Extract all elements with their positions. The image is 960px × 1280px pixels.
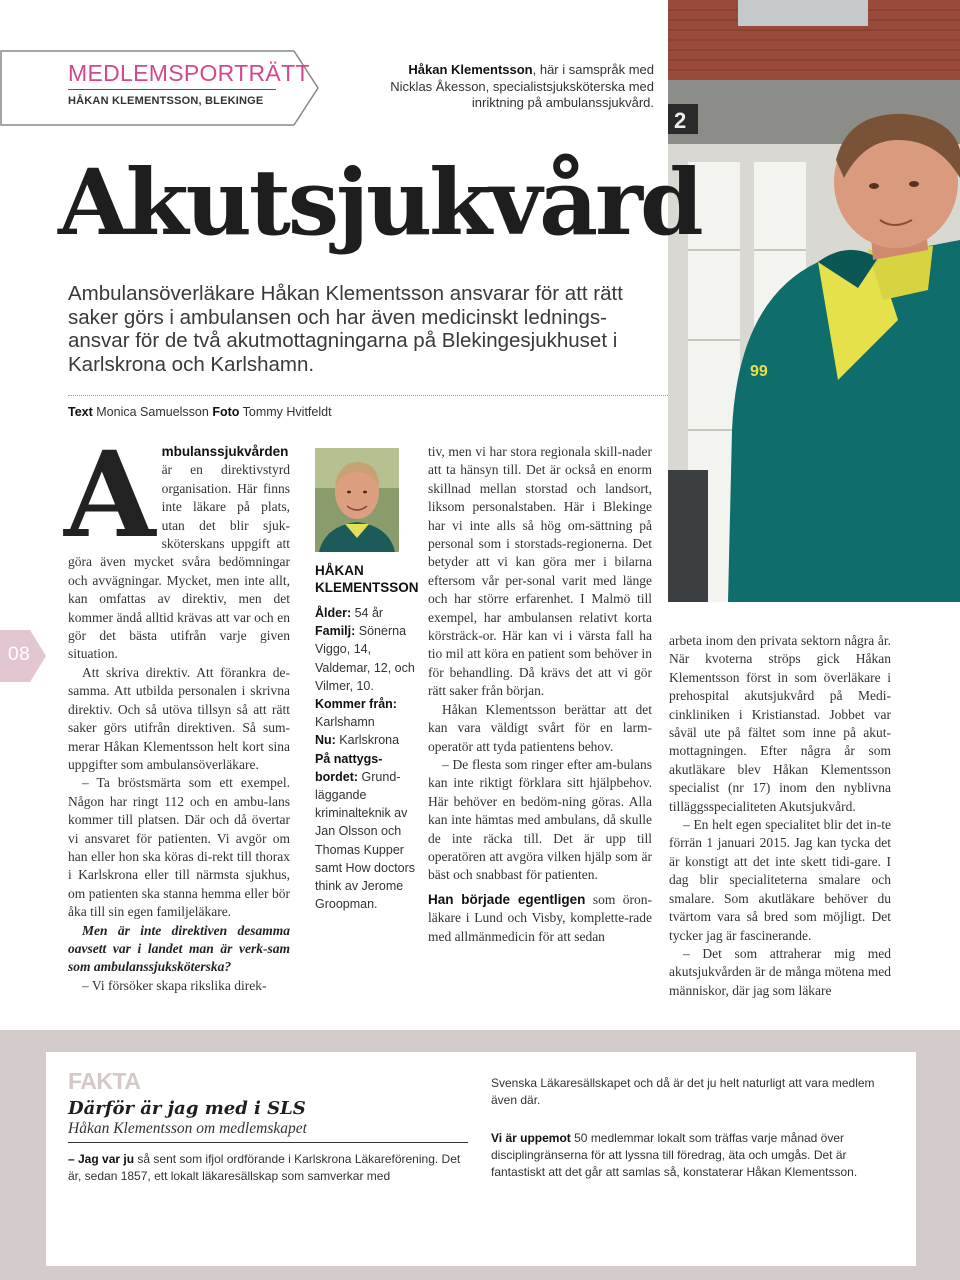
profile-now-value: Karlskrona [335, 733, 400, 748]
section-divider [68, 89, 276, 90]
facts-divider [68, 1142, 468, 1143]
col3-paragraph-4: som öron-läkare i Lund och Visby, komplette-rade med allmänmedicin för att sedan [428, 891, 652, 944]
profile-portrait [315, 448, 399, 552]
facts-p1-text: så sent som ifjol ordförande i Karlskrona Läkareförening. Det är, sedan 1857, ett lokalt läkaresällskap som samverkar med [68, 1152, 461, 1183]
section-title: MEDLEMSPORTRÄTT [68, 60, 310, 86]
caption-name: Håkan Klementsson [408, 62, 533, 77]
facts-subheadline: Håkan Klementsson om medlemskapet [68, 1120, 307, 1137]
profile-box [315, 562, 419, 913]
col3-paragraph-3: – De flesta som ringer efter am-bulans kan inte riktigt förklara sitt hjälpbehov. Här behöver en bedöm-ning göras. Alla kan inte hämtas med ambulans, då skulle de inte räcka till. Det är upp till operatören att avgöra vilken hjälp som är bäst och snabbast för patienten. [428, 756, 652, 883]
profile-name: HÅKAN KLEMENTSSON [315, 563, 419, 595]
page-number: 08 [8, 644, 31, 665]
facts-label: FAKTA [68, 1068, 141, 1094]
lead-divider [68, 395, 668, 396]
facts-p1-lead: – Jag var ju [68, 1152, 135, 1166]
body-paragraph-1: är en direktivstyrd organisation. Här finns inte läkare på plats, utan det blir sjuk-sköterskans uppgift att göra även mycket svåra bedömningar och avvägningar. Mycket, men inte allt, kan omfattas av direktiv, men det kommer ändå alltid krävas att var och en gör det bästa utifrån varje given situation. [68, 462, 290, 662]
profile-age-label: Ålder: [315, 606, 352, 620]
profile-family [315, 622, 419, 695]
byline-writer: Monica Samuelsson [96, 405, 209, 419]
facts-paragraph-1 [68, 1151, 468, 1185]
body-column-1 [64, 425, 290, 995]
body-paragraph-4: – Vi försöker skapa rikslika direk- [82, 977, 267, 993]
facts-p3-lead: Vi är uppemot [491, 1131, 571, 1145]
body-column-4 [669, 632, 891, 1000]
profile-from [315, 695, 419, 731]
feature-photo [668, 0, 960, 602]
profile-nightstand [315, 750, 419, 914]
col4-paragraph-3: – Det som attraherar mig med akutsjukvården är de många mötena med människor, där jag som läkare [669, 945, 891, 998]
body-paragraph-2: Att skriva direktiv. Att förankra de-samma. Att utbilda personalen i skrivna direktiv. Och så utöva tillsyn så att rätt saker görs utifrån direktiven. Så sum-merar Håkan Klementsson helt kort sina uppgifter som ambulansöverläkare. [68, 664, 290, 772]
body-column-3 [428, 443, 652, 946]
profile-age-value: 54 år [351, 606, 384, 620]
building-number-text: 2 [674, 108, 687, 133]
headline: Akutsjukvård [58, 150, 701, 256]
facts-p3-text: 50 medlemmar lokalt som träffas varje månad över disciplingränserna för att lyssna till föredrag, äta och umgås. Det är fantastiskt att det går att samlas så, konstaterar Håkan Klementsson. [491, 1131, 858, 1179]
profile-family-label: Familj: [315, 624, 356, 639]
col4-paragraph-1: arbeta inom den privata sektorn några år. När kvoterna ströps gick Håkan Klementsson först in som överläkare i prehospital akutsjukvård på Medi-cinkliniken i Kristianstad. Jobbet var såväl ute på fältet som inne på akut-mottagningen. Efter några år som akutläkare blev Håkan Klementsson specialist (nr 17) inom den nyblivna tilläggsspecialiteten Akutsjukvård. [669, 633, 891, 814]
lead-in: mbulanssjukvården [161, 444, 289, 459]
lead-paragraph: Ambulansöverläkare Håkan Klementsson ansvarar för att rätt saker görs i ambulansen och har även medicinskt lednings-ansvar för de två akutmottagningarna på Blekingesjukhuset i Karlskrona och Karlshamn. [68, 282, 623, 376]
byline [68, 405, 332, 419]
byline-photographer: Tommy Hvitfeldt [242, 405, 332, 419]
interview-question: Men är inte direktiven desamma oavsett var i landet man är verk-sam som ambulanssjuksköterska? [68, 922, 290, 975]
drop-cap: A [64, 425, 156, 564]
byline-text-label: Text [68, 405, 93, 419]
byline-photo-label: Foto [212, 405, 240, 419]
photo-caption [382, 62, 654, 112]
profile-nightstand-value: Grund-läggande kriminalteknik av Jan Olsson och Thomas Kupper samt How doctors think av Jerome Groopman. [315, 769, 416, 912]
profile-now [315, 731, 419, 749]
col3-paragraph-2: Håkan Klementsson berättar att det kan vara väldigt svårt för en larm-operatör att tyda patientens behov. [428, 701, 652, 754]
profile-from-label: Kommer från: [315, 697, 397, 712]
facts-headline: Därför är jag med i SLS [68, 1098, 306, 1119]
caption-text: , här i samspråk med Nicklas Åkesson, specialistsjuksköterska med inriktning på ambulanssjukvård. [390, 62, 654, 110]
profile-age [315, 604, 419, 622]
jacket-number: 99 [750, 363, 768, 380]
facts-paragraph-2: Svenska Läkaresällskapet och då är det ju helt naturligt att vara medlem även där. [491, 1076, 875, 1107]
section-subtitle: HÅKAN KLEMENTSSON, BLEKINGE [68, 95, 264, 107]
body-paragraph-3: – Ta bröstsmärta som ett exempel. Någon har ringt 112 och en ambu-lans kommer till platsen. Där och då övertar vi ansvaret för patienten. Vi avgör om han eller hon ska köras di-rekt till thorax i Karlskrona eller till närmsta sjukhus, om patienten ska stanna hemma eller bör åka till sin egen familjeläkare. [68, 775, 290, 920]
profile-from-value: Karlshamn [315, 715, 375, 730]
col4-paragraph-2: – En helt egen specialitet blir det in-te förrän 1 januari 2015. Jag kan tycka det är konstigt att det inte skett tidi-gare. I dag blir specialiteterna smalare och smalare. Som akutläkare behöver du tvärtom vara så bred som möjligt. Det tycker jag är fascinerande. [669, 817, 891, 943]
profile-nightstand-label: På nattygs-bordet: [315, 751, 383, 784]
profile-now-label: Nu: [315, 733, 336, 748]
col3-paragraph-1: tiv, men vi har stora regionala skill-nader att ta hänsyn till. Det är också en enorm skillnad mellan storstad och landsort, liksom personalstaben. Här i Blekinge har vi inte alls så hög om-sättning på personal som i storstads-regionerna. Det betyder att vi kan göra mer i bilarna eftersom vår per-sonal varit med länge och har större erfarenhet. I Malmö till exempel, har ambulansen relativt korta körsträck-or. Här kan vi i värsta fall ha tio mil att köra en patient som behöver in för behandling. Då krävs det att vi gör rätt saker från början. [428, 444, 652, 699]
profile-family-value: Sönerna Viggo, 14, Valdemar, 12, och Vilmer, 10. [315, 624, 415, 693]
col3-lead-in: Han började egentligen [428, 891, 586, 907]
facts-paragraph-3 [491, 1130, 891, 1181]
